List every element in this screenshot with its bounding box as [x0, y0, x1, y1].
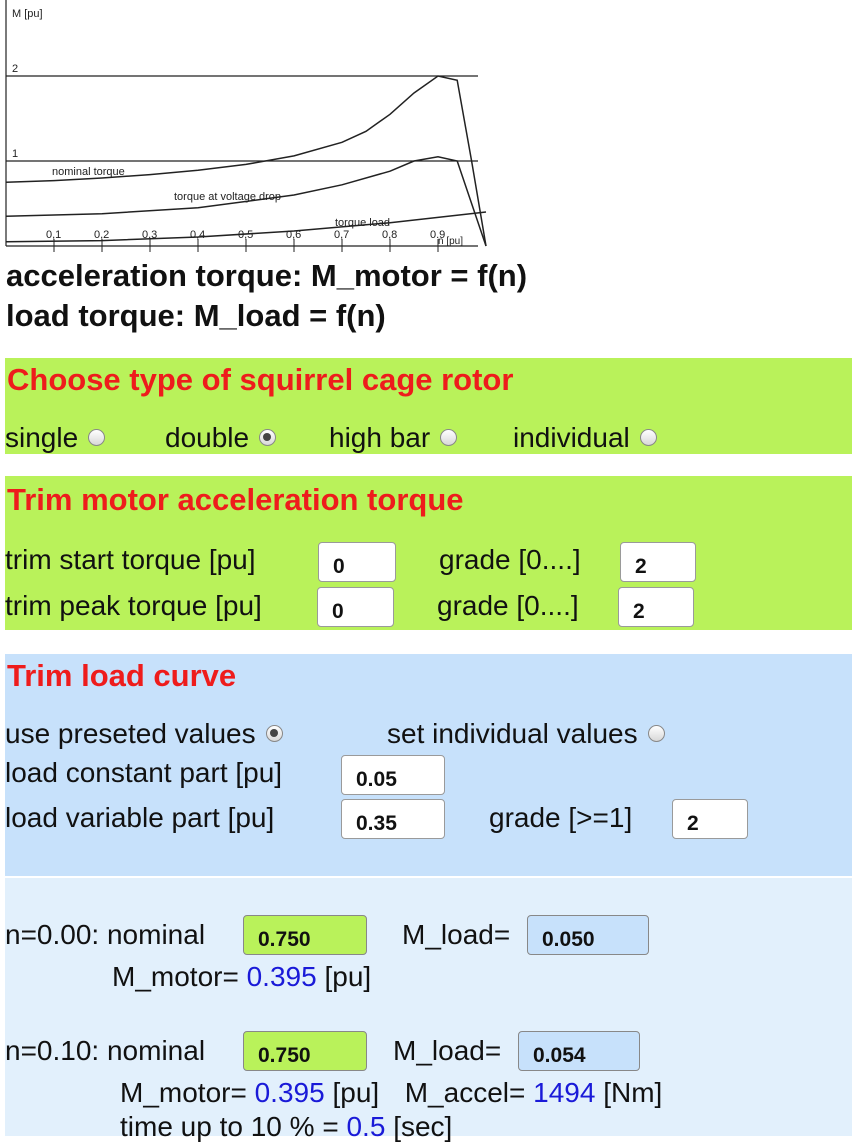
result-row2-prefix: n=0.10: nominal — [5, 1035, 206, 1066]
y-axis-label: M [pu] — [12, 8, 43, 20]
label-torque-load: torque load — [335, 217, 391, 229]
trim-start-input[interactable]: 0 — [318, 542, 396, 582]
individual-values-label: set individual values — [387, 718, 638, 749]
rotor-option-individual[interactable] — [513, 422, 657, 454]
label-nominal-torque: nominal torque — [52, 166, 125, 178]
trim-load-panel — [5, 654, 852, 876]
x-tick-label: 0,7 — [334, 229, 350, 241]
rotor-type-title: Choose type of squirrel cage rotor — [7, 362, 514, 397]
radio-individual-values[interactable] — [648, 725, 665, 742]
load-constant-label: load constant part [pu] — [5, 757, 283, 788]
rotor-type-panel — [5, 358, 852, 454]
rotor-option-high-bar-label: high bar — [329, 422, 431, 453]
result-row1-mmotor-value: 0.395 — [246, 961, 317, 992]
trim-motor-title: Trim motor acceleration torque — [7, 482, 464, 517]
result-row2-time — [120, 1111, 452, 1143]
x-tick-label: 0,1 — [46, 229, 62, 241]
result-row1-mmotor-unit: [pu] — [324, 961, 372, 992]
result-row2-mmotor-value: 0.395 — [254, 1077, 325, 1108]
trim-peak-grade-input[interactable]: 2 — [618, 587, 694, 627]
x-tick-label: 0,3 — [142, 229, 158, 241]
rotor-option-double-label: double — [165, 422, 250, 453]
preset-values-label: use preseted values — [5, 718, 256, 749]
x-tick-label: 0,6 — [286, 229, 302, 241]
result-row2-mmotor-label: M_motor= — [120, 1077, 247, 1108]
result-row1-mmotor-label: M_motor= — [112, 961, 239, 992]
preset-values-option[interactable] — [5, 718, 283, 750]
x-axis-label: n [pu] — [438, 236, 464, 247]
trim-peak-input[interactable]: 0 — [317, 587, 394, 627]
result-row1-prefix: n=0.00: nominal — [5, 919, 206, 950]
radio-single[interactable] — [88, 429, 105, 446]
load-variable-label: load variable part [pu] — [5, 802, 275, 833]
result-row2-maccel-label: M_accel= — [404, 1077, 526, 1108]
label-voltage-drop: torque at voltage drop — [174, 191, 282, 203]
load-variable-input[interactable]: 0.35 — [341, 799, 445, 839]
result-row2-nominal: 0.750 — [243, 1031, 367, 1071]
formula-acceleration: acceleration torque: M_motor = f(n) — [6, 258, 528, 293]
trim-start-grade-input[interactable]: 2 — [620, 542, 696, 582]
trim-load-title: Trim load curve — [7, 658, 237, 693]
radio-individual[interactable] — [640, 429, 657, 446]
rotor-option-double[interactable] — [165, 422, 276, 454]
rotor-option-single-label: single — [5, 422, 79, 453]
result-row1-nominal: 0.750 — [243, 915, 367, 955]
result-row2-time-label: time up to 10 % = — [120, 1111, 339, 1142]
result-row2-mmotor — [120, 1077, 662, 1109]
y-tick-1: 1 — [12, 148, 19, 160]
trim-peak-label: trim peak torque [pu] — [5, 590, 262, 621]
result-row2-maccel-value: 1494 — [533, 1077, 596, 1108]
result-row2-mload-label: M_load= — [393, 1035, 502, 1066]
trim-peak-grade-label: grade [0....] — [437, 590, 579, 621]
load-grade-input[interactable]: 2 — [672, 799, 748, 839]
torque-chart — [0, 0, 490, 252]
result-row1-mmotor — [112, 961, 371, 993]
radio-double[interactable] — [259, 429, 276, 446]
y-tick-2: 2 — [12, 63, 19, 75]
radio-high-bar[interactable] — [440, 429, 457, 446]
result-row2-mload: 0.054 — [518, 1031, 640, 1071]
result-row1-mload-label: M_load= — [402, 919, 511, 950]
torque-chart-svg — [0, 0, 490, 252]
result-row2-mmotor-unit: [pu] — [332, 1077, 380, 1108]
reference-lines — [6, 76, 478, 161]
radio-preset-values[interactable] — [266, 725, 283, 742]
trim-start-label: trim start torque [pu] — [5, 544, 256, 575]
x-tick-label: 0,5 — [238, 229, 254, 241]
results-panel — [5, 878, 852, 1142]
result-row2-maccel-unit: [Nm] — [603, 1077, 663, 1108]
formula-load: load torque: M_load = f(n) — [6, 298, 386, 333]
result-row1-mload: 0.050 — [527, 915, 649, 955]
rotor-option-single[interactable] — [5, 422, 105, 454]
trim-motor-panel — [5, 476, 852, 630]
result-row2-time-unit: [sec] — [393, 1111, 453, 1142]
x-tick-label: 0.9 — [430, 229, 446, 241]
x-tick-label: 0,2 — [94, 229, 110, 241]
load-constant-input[interactable]: 0.05 — [341, 755, 445, 795]
rotor-option-individual-label: individual — [513, 422, 630, 453]
individual-values-option[interactable] — [387, 718, 665, 750]
x-tick-label: 0,4 — [190, 229, 206, 241]
trim-start-grade-label: grade [0....] — [439, 544, 581, 575]
x-tick-label: 0,8 — [382, 229, 398, 241]
load-grade-label: grade [>=1] — [489, 802, 633, 833]
rotor-option-high-bar[interactable] — [329, 422, 457, 454]
result-row2-time-value: 0.5 — [346, 1111, 386, 1142]
